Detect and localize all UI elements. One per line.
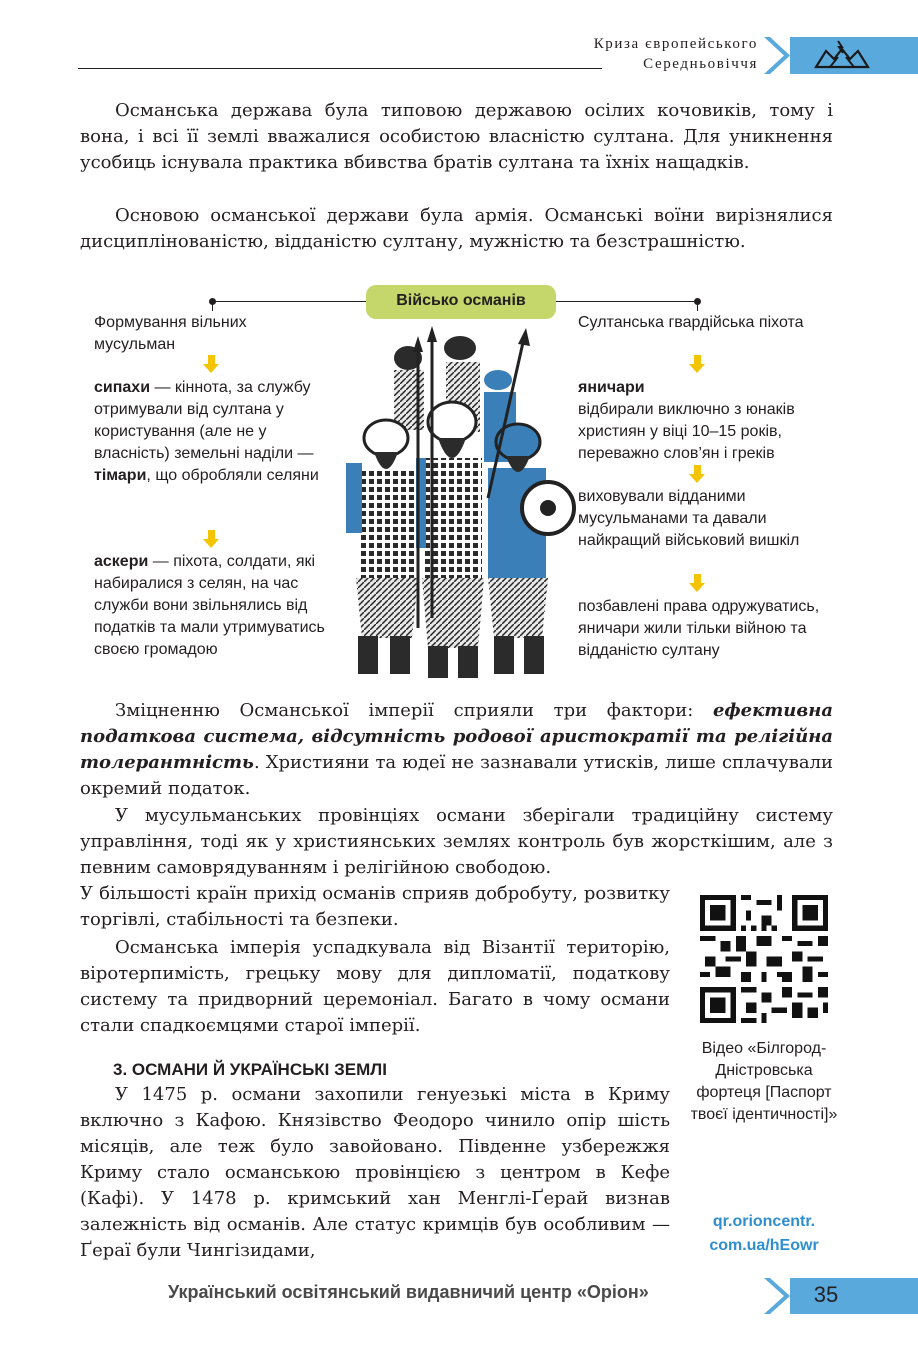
publisher-footer: Український освітянський видавничий центр «Оріон»	[168, 1282, 649, 1302]
paragraph-provinces-cont: У більшості країн прихід османів сприяв добробуту, розвитку торгівлі, стабільності та безпеки.	[80, 883, 670, 930]
video-link-line2[interactable]: com.ua/hEowr	[709, 1237, 819, 1254]
scheme-right-tick	[697, 301, 698, 311]
term-timar: тімари	[94, 467, 147, 484]
term-askeri: аскери	[94, 553, 149, 570]
askeri-description: — піхота, солдати, які набиралися з селян, на час служби вони звільнялись від податків та мали утримуватись своєю громадою	[94, 553, 325, 658]
section-heading: 3. ОСМАНИ Й УКРАЇНСЬКІ ЗЕМЛІ	[113, 1060, 387, 1079]
header-rule	[78, 68, 602, 69]
term-sipahi: сипахи	[94, 379, 151, 396]
video-caption: Відео «Білгород-Дністровська фортеця [Паспорт твоєї ідентичності]»	[690, 1040, 838, 1123]
paragraph-byzantium: Османська імперія успадкувала від Візантії територію, віротерпимість, грецьку мову для дипломатії, податкову систему та придворний церемоніал. Багато в чому османи стали спадкоємцями старої імперії.	[80, 937, 670, 1036]
left-item-free-muslims: Формування вільних мусульман	[94, 314, 247, 353]
paragraph-provinces: У мусульманських провінціях османи зберігали традиційну систему управління, тоді як у християнських землях контроль був жорсткішим, але з певним самоврядуванням і релігійною свободою.	[80, 805, 833, 878]
running-header-line2: Середньовіччя	[643, 56, 758, 72]
scheme-title: Військо османів	[366, 285, 556, 319]
paragraph-crimea: У 1475 р. османи захопили генуезькі міста в Криму включно з Кафою. Князівство Феодоро чинило опір шість місяців, але теж було завойовано. Південне узбережжя Криму стало османською провінцією з центром в Кефе (Кафі). У 1478 р. кримський хан Менглі-Ґерай визнав залежність від османів. Але статус кримців був особливим — Ґераї були Чингізидами,	[80, 1084, 670, 1261]
footer-chevron-icon	[764, 1278, 790, 1314]
paragraph-ottoman-state: Османська держава була типовою державою осілих кочовиків, тому і вона, і всі її землі вважалися особистою власністю султана. Для уникнення усобиць існувала практика вбивства братів султана та їхніх нащадків.	[80, 100, 833, 173]
left-item-sipahi	[94, 377, 334, 487]
right-item-upbringing: виховували відданими мусульманами та давали найкращий військовий вишкіл	[578, 488, 800, 549]
video-link-line1[interactable]: qr.orioncentr.	[712, 1213, 816, 1230]
running-header-line1: Криза європейського	[593, 36, 758, 52]
video-link[interactable]	[690, 1210, 838, 1258]
scheme-left-tick	[212, 301, 213, 311]
ottoman-soldiers-illustration	[328, 318, 578, 680]
term-janissaries: яничари	[578, 379, 645, 396]
sipahi-description: — кіннота, за службу отримували від султана у користування (але не у власність) земельні наділи —	[94, 379, 314, 462]
header-chevron-icon	[764, 37, 790, 74]
right-item-guard-infantry: Султанська гвардійська піхота	[578, 314, 804, 331]
factors-end: . Християни та юдеї не зазнавали утисків, лише сплачували окремий податок.	[80, 752, 833, 799]
header-accent-bar	[790, 37, 918, 74]
page-number: 35	[813, 1282, 839, 1307]
timar-description: , що обробляли селяни	[146, 467, 319, 484]
right-item-janissaries	[578, 377, 834, 465]
left-item-askeri	[94, 551, 330, 661]
paragraph-army: Основою османської держави була армія. Османські воїни вирізнялися дисциплінованістю, відданістю султану, мужністю та безстрашністю.	[80, 205, 833, 252]
factors-emphasis: ефективна податкова система, відсутність родової аристократії та релігійна толерантність	[80, 700, 833, 773]
right-item-no-marriage: позбавлені права одружуватись, яничари жили тільки війною та відданістю султану	[578, 598, 820, 659]
janissaries-description: відбирали виключно з юнаків християн у віці 10–15 років, переважно слов’ян і греків	[578, 401, 795, 462]
qr-code-icon[interactable]	[700, 895, 828, 1023]
paragraph-factors	[80, 698, 833, 802]
factors-start: Зміцненню Османської імперії сприяли три фактори:	[115, 700, 713, 721]
clasped-hands-icon	[808, 37, 878, 74]
